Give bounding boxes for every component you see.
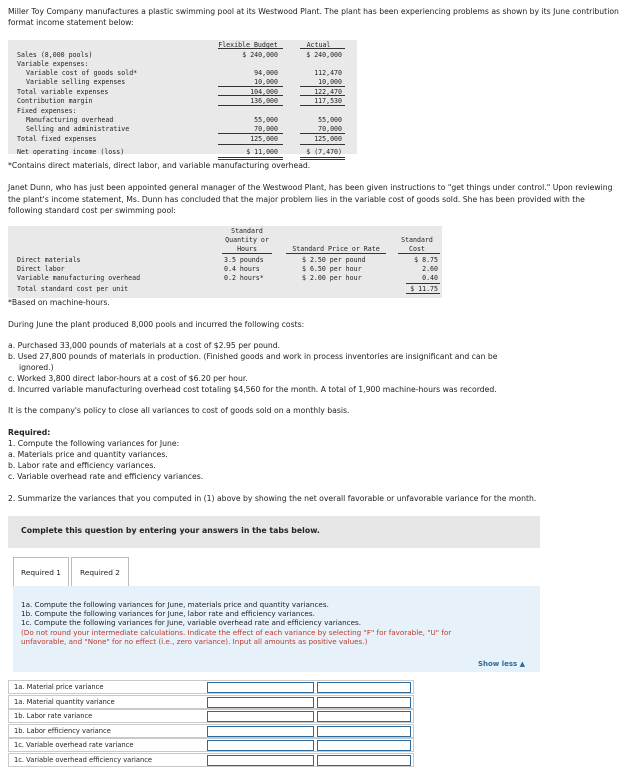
answer-row: [8, 709, 414, 723]
required-q1a: a. Materials price and quantity variances.: [8, 450, 168, 459]
required-q1: 1. Compute the following variances for June:: [8, 439, 180, 448]
instructions-banner: [8, 516, 540, 548]
std-cost-h1: Standard: [401, 236, 433, 244]
std-row-qty: 3.5 pounds: [224, 256, 264, 264]
variance-amount-input[interactable]: [207, 755, 314, 766]
std-row-price: $ 2.50 per pound: [302, 256, 366, 264]
variance-amount-input[interactable]: [207, 697, 314, 708]
variance-effect-select[interactable]: [317, 682, 411, 693]
variance-amount-input[interactable]: [207, 726, 314, 737]
banner-text: Complete this question by entering your answers in the tabs below.: [21, 526, 320, 535]
answer-row-label: 1a. Material quantity variance: [14, 697, 115, 706]
variance-amount-input[interactable]: [207, 740, 314, 751]
std-qty-h2: Quantity or: [225, 236, 269, 244]
std-row-price: $ 2.00 per hour: [302, 274, 362, 282]
answer-row-label: 1c. Variable overhead efficiency variance: [14, 755, 153, 764]
cost-a: a. Purchased 33,000 pounds of materials at a cost of $2.95 per pound.: [8, 341, 281, 350]
std-price-h: Standard Price or Rate: [292, 245, 380, 253]
answer-row: [8, 680, 414, 694]
income-row-flex: 136,000: [250, 97, 278, 105]
cost-b-line2: ignored.): [19, 363, 54, 372]
tab-required-1[interactable]: Required 1: [13, 557, 69, 588]
std-row-cost: $ 8.75: [414, 256, 438, 264]
cost-b-line1: b. Used 27,800 pounds of materials in production. (Finished goods and work in process inventories are insignificant and can be: [8, 352, 498, 361]
answer-row-label: 1a. Material price variance: [14, 683, 104, 691]
variance-amount-input[interactable]: [207, 711, 314, 722]
income-row-label: Total variable expenses: [17, 88, 109, 96]
income-row-label: Selling and administrative: [26, 125, 130, 133]
variance-amount-input[interactable]: [207, 682, 314, 693]
income-row-label: Variable expenses:: [17, 60, 89, 68]
panel-note-1: (Do not round your intermediate calculations. Indicate the effect of each variance by selecting "F" for favorable, "U" for: [21, 628, 452, 637]
col-flex-header: Flexible Budget: [218, 41, 278, 49]
std-qty-h1: Standard: [231, 227, 263, 235]
required-q1b: b. Labor rate and efficiency variances.: [8, 461, 156, 470]
income-row-flex: 10,000: [254, 78, 278, 86]
income-row-actual: 122,470: [314, 88, 342, 96]
question-panel: [13, 586, 540, 672]
income-row-label: Fixed expenses:: [17, 107, 77, 115]
income-row-flex: 94,000: [254, 69, 278, 77]
col-actual-header: Actual: [306, 41, 331, 49]
caret-up-icon: ▲: [519, 660, 525, 668]
std-row-cost: $ 11.75: [410, 285, 438, 293]
std-row-price: $ 6.50 per hour: [302, 265, 362, 273]
panel-line-1c: 1c. Compute the following variances for June, variable overhead rate and efficiency variances.: [21, 618, 362, 627]
std-row-label: Total standard cost per unit: [17, 285, 129, 293]
answer-row-label: 1b. Labor rate variance: [14, 712, 93, 720]
income-row-flex: 104,000: [250, 88, 278, 96]
std-qty-h3: Hours: [237, 245, 257, 253]
std-cost-h2: Cost: [409, 245, 425, 253]
variance-effect-select[interactable]: [317, 697, 411, 708]
show-less-label: Show less: [477, 660, 518, 668]
variance-effect-select[interactable]: [317, 711, 411, 722]
income-footnote: *Contains direct materials, direct labor, and variable manufacturing overhead.: [8, 161, 311, 170]
policy-text: It is the company's policy to close all variances to cost of goods sold on a monthly basis.: [8, 406, 350, 415]
std-row-label: Direct labor: [17, 265, 65, 273]
std-row-cost: 2.60: [422, 265, 438, 273]
income-row-label: Sales (8,000 pools): [17, 51, 93, 59]
tab-required-2[interactable]: Required 2: [71, 557, 129, 587]
std-row-cost: 0.40: [422, 274, 438, 282]
answer-row: [8, 724, 414, 738]
income-row-actual: 55,000: [318, 116, 342, 124]
income-row-flex: $ 240,000: [242, 51, 278, 59]
income-row-label: Variable cost of goods sold*: [26, 69, 138, 77]
income-row-actual: $ 240,000: [306, 51, 342, 59]
june-intro: During June the plant produced 8,000 pools and incurred the following costs:: [8, 320, 305, 329]
variance-effect-select[interactable]: [317, 726, 411, 737]
show-less-link[interactable]: [478, 660, 525, 668]
answer-row: [8, 753, 414, 767]
income-row-actual: 125,000: [314, 135, 342, 143]
income-row-flex: 55,000: [254, 116, 278, 124]
income-row-label: Manufacturing overhead: [26, 116, 114, 124]
required-q2: 2. Summarize the variances that you computed in (1) above by showing the net overall favorable or unfavorable variance for the month.: [8, 494, 537, 503]
income-row-label: Total fixed expenses: [17, 135, 97, 143]
std-row-label: Variable manufacturing overhead: [17, 274, 141, 282]
income-row-flex: 125,000: [250, 135, 278, 143]
answer-row: [8, 695, 414, 709]
panel-note-2: unfavorable, and "None" for no effect (i.e., zero variance). Input all amounts as positive values.): [21, 637, 368, 646]
answer-row: [8, 738, 414, 752]
standard-footnote: *Based on machine-hours.: [8, 298, 110, 307]
std-row-label: Direct materials: [17, 256, 81, 264]
gm-paragraph: Janet Dunn, who has just been appointed general manager of the Westwood Plant, has been given instructions to "get things under control." Upon reviewing the plant's income statement, Ms. Dunn has concluded that the major problem lies in the variable cost of goods sold. She has been provided with the following standard cost per swimming pool:: [8, 183, 613, 215]
income-row-actual: 117,530: [314, 97, 342, 105]
income-row-flex: $ 11,000: [246, 148, 278, 156]
required-q1c: c. Variable overhead rate and efficiency variances.: [8, 472, 204, 481]
income-row-flex: 70,000: [254, 125, 278, 133]
panel-line-1b: 1b. Compute the following variances for June, labor rate and efficiency variances.: [21, 609, 315, 618]
cost-d: d. Incurred variable manufacturing overhead cost totaling $4,560 for the month. A total of 1,900 machine-hours was recorded.: [8, 385, 497, 394]
cost-c: c. Worked 3,800 direct labor-hours at a cost of $6.20 per hour.: [8, 374, 248, 383]
panel-line-1a: 1a. Compute the following variances for June, materials price and quantity variances.: [21, 600, 329, 609]
answer-row-label: 1b. Labor efficiency variance: [14, 726, 111, 735]
income-row-label: Variable selling expenses: [26, 78, 126, 86]
intro-text: Miller Toy Company manufactures a plastic swimming pool at its Westwood Plant. The plant has been experiencing problems as shown by its June contribution format income statement below:: [8, 7, 619, 27]
std-row-qty: 0.2 hours*: [224, 274, 264, 282]
income-row-actual: 70,000: [318, 125, 342, 133]
std-row-qty: 0.4 hours: [224, 265, 260, 273]
variance-effect-select[interactable]: [317, 755, 411, 766]
income-row-actual: $ (7,470): [306, 148, 342, 156]
income-row-actual: 10,000: [318, 78, 342, 86]
income-row-label: Net operating income (loss): [17, 148, 125, 156]
required-title: Required:: [8, 428, 51, 437]
variance-effect-select[interactable]: [317, 740, 411, 751]
answer-row-label: 1c. Variable overhead rate variance: [14, 741, 134, 749]
income-row-label: Contribution margin: [17, 97, 93, 105]
income-row-actual: 112,470: [314, 69, 342, 77]
